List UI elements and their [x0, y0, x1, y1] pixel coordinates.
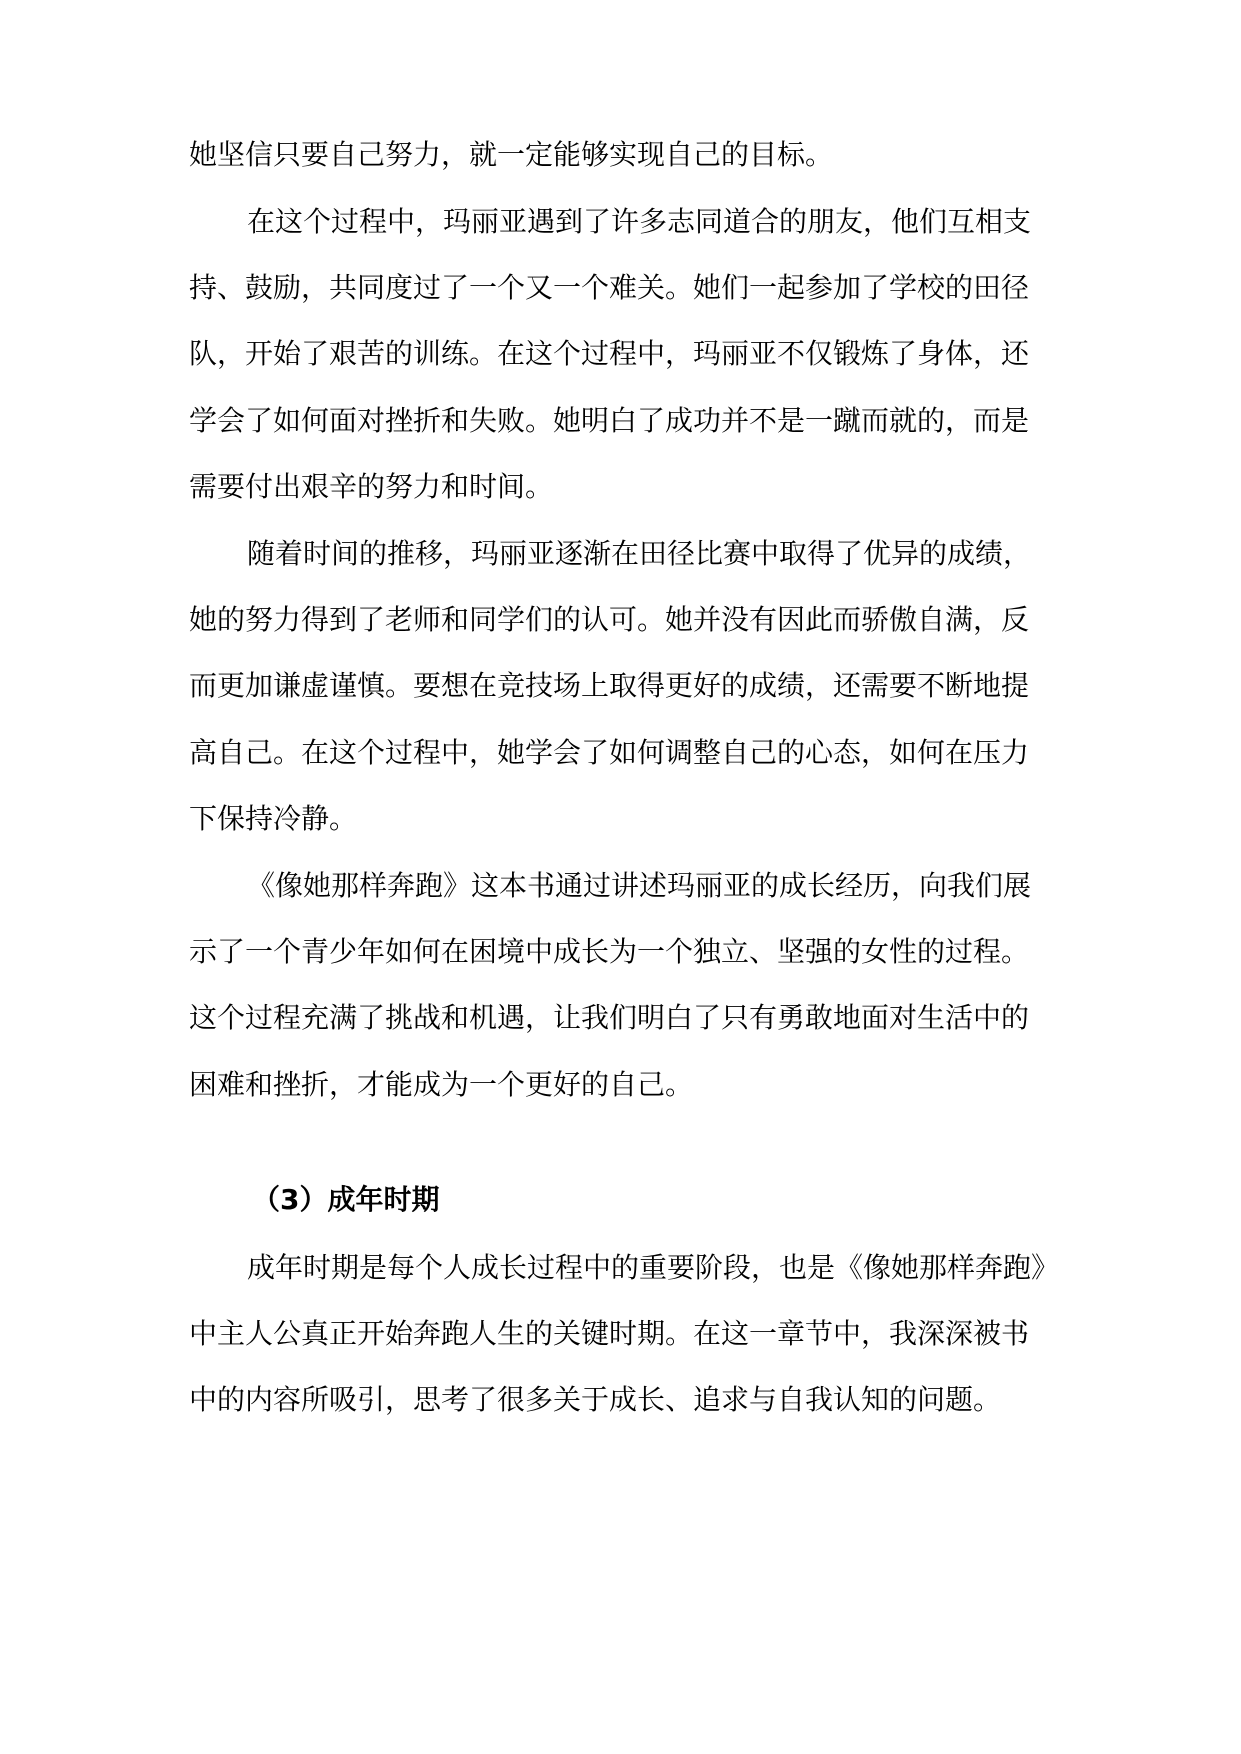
text-line: 下保持冷静。: [189, 802, 358, 835]
text-line: 困难和挫折，才能成为一个更好的自己。: [189, 1068, 694, 1101]
text-line: 中的内容所吸引，思考了很多关于成长、追求与自我认知的问题。: [189, 1383, 1002, 1416]
text-line: 在这个过程中，玛丽亚遇到了许多志同道合的朋友，他们互相支: [247, 205, 1032, 238]
text-line: 需要付出艰辛的努力和时间。: [189, 470, 554, 503]
text-line: 《像她那样奔跑》这本书通过讲述玛丽亚的成长经历，向我们展: [247, 869, 1032, 902]
text-line: 高自己。在这个过程中，她学会了如何调整自己的心态，如何在压力: [189, 736, 1030, 769]
text-line: 队，开始了艰苦的训练。在这个过程中，玛丽亚不仅锻炼了身体，还: [189, 337, 1030, 370]
text-line: 中主人公真正开始奔跑人生的关键时期。在这一章节中，我深深被书: [189, 1317, 1030, 1350]
text-line: 示了一个青少年如何在困境中成长为一个独立、坚强的女性的过程。: [189, 935, 1030, 968]
text-line: 学会了如何面对挫折和失败。她明白了成功并不是一蹴而就的，而是: [189, 404, 1030, 437]
text-line: 而更加谦虚谨慎。要想在竞技场上取得更好的成绩，还需要不断地提: [189, 669, 1030, 702]
text-line: 成年时期是每个人成长过程中的重要阶段，也是《像她那样奔跑》: [247, 1251, 1060, 1284]
text-line: 随着时间的推移，玛丽亚逐渐在田径比赛中取得了优异的成绩，: [247, 537, 1032, 570]
text-line: 这个过程充满了挑战和机遇，让我们明白了只有勇敢地面对生活中的: [189, 1001, 1030, 1034]
text-line: 她坚信只要自己努力，就一定能够实现自己的目标。: [189, 138, 834, 171]
text-line: 持、鼓励，共同度过了一个又一个难关。她们一起参加了学校的田径: [189, 271, 1030, 304]
section-heading: （3）成年时期: [252, 1183, 440, 1216]
text-line: 她的努力得到了老师和同学们的认可。她并没有因此而骄傲自满，反: [189, 603, 1030, 636]
